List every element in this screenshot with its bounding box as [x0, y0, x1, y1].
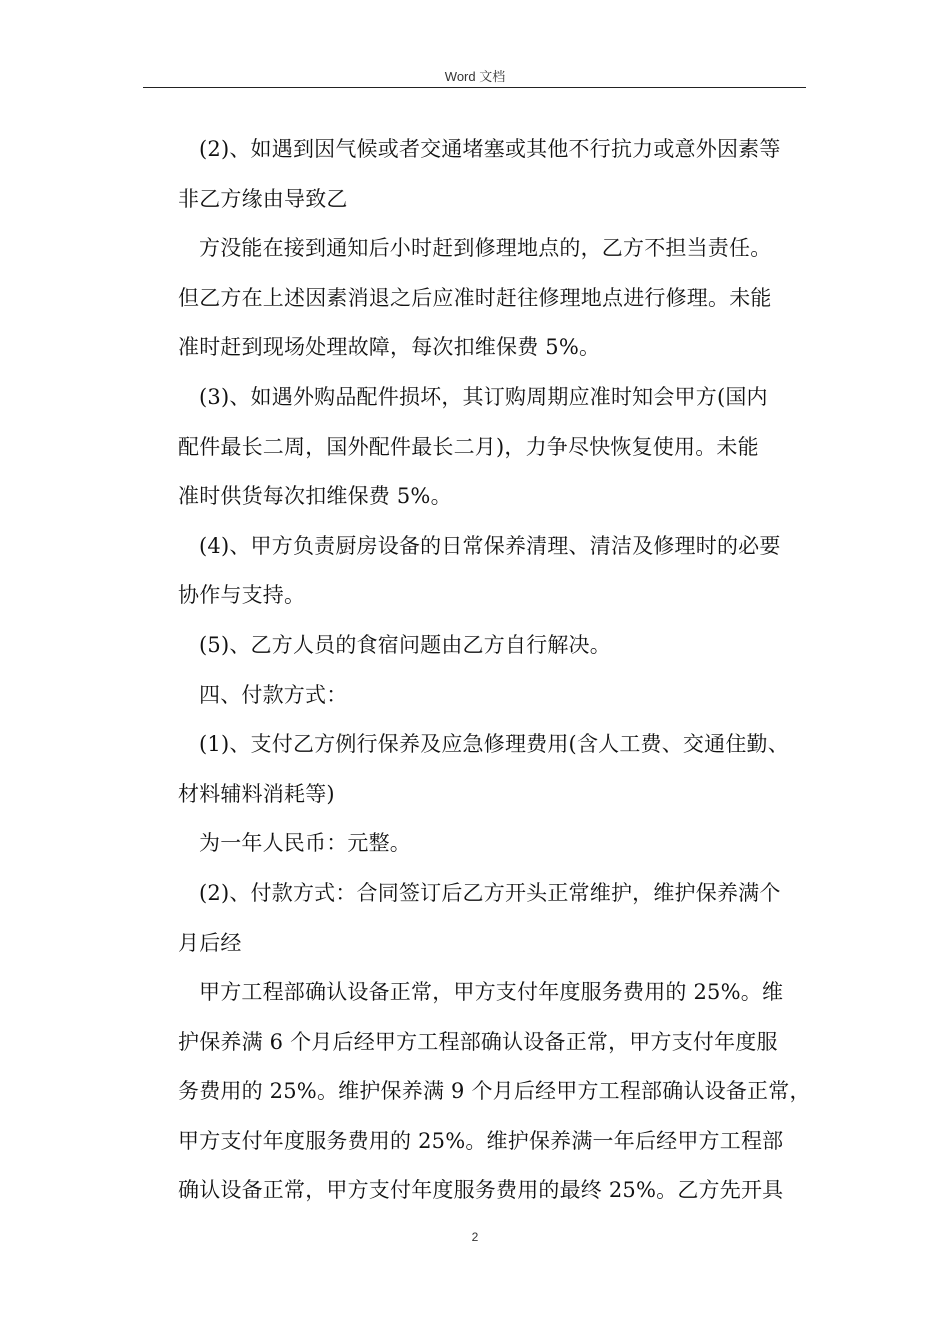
document-body: [178, 131, 811, 1222]
text-line: 准时供货每次扣维保费 5%。: [178, 484, 452, 509]
text-line: 配件最长二周，国外配件最长二月)，力争尽快恢复使用。未能: [178, 434, 759, 459]
text-line: (4)、甲方负责厨房设备的日常保养清理、清洁及修理时的必要: [199, 533, 781, 558]
text-line: 但乙方在上述因素消退之后应准时赶往修理地点进行修理。未能: [178, 285, 772, 310]
text-line: 确认设备正常，甲方支付年度服务费用的最终 25%。乙方先开具: [178, 1178, 784, 1203]
text-line: (5)、乙方人员的食宿问题由乙方自行解决。: [199, 632, 611, 657]
text-line: 甲方工程部确认设备正常，甲方支付年度服务费用的 25%。维: [199, 980, 784, 1005]
text-line: 准时赶到现场处理故障，每次扣维保费 5%。: [178, 335, 601, 360]
text-line: (2)、付款方式：合同签订后乙方开头正常维护，维护保养满个: [199, 880, 781, 905]
section-heading: 四、付款方式：: [199, 682, 348, 707]
text-line: 方没能在接到通知后小时赶到修理地点的，乙方不担当责任。: [199, 236, 772, 261]
text-line: 非乙方缘由导致乙: [178, 186, 348, 211]
text-line: 月后经: [178, 930, 242, 955]
text-line: (1)、支付乙方例行保养及应急修理费用(含人工费、交通住勤、: [199, 732, 789, 757]
header-divider: [143, 87, 806, 88]
page-number: 2: [471, 1230, 479, 1244]
text-line: 材料辅料消耗等): [178, 781, 335, 806]
text-line: 为一年人民币：元整。: [199, 831, 411, 856]
text-line: 甲方支付年度服务费用的 25%。维护保养满一年后经甲方工程部: [178, 1128, 784, 1153]
text-line: (3)、如遇外购品配件损坏，其订购周期应准时知会甲方(国内: [199, 384, 768, 409]
text-line: 务费用的 25%。维护保养满 9 个月后经甲方工程部确认设备正常，: [178, 1079, 811, 1104]
text-line: 护保养满 6 个月后经甲方工程部确认设备正常，甲方支付年度服: [178, 1029, 778, 1054]
text-line: 协作与支持。: [178, 583, 306, 608]
page-header-title: Word 文档: [444, 69, 506, 84]
text-line: (2)、如遇到因气候或者交通堵塞或其他不行抗力或意外因素等: [199, 137, 781, 161]
